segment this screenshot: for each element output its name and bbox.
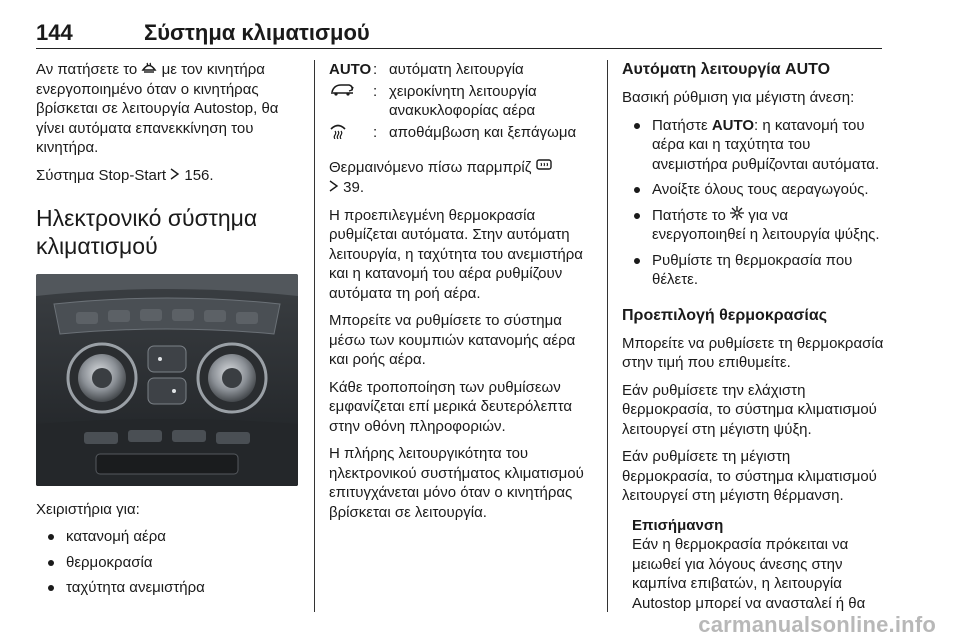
body-paragraph: Κάθε τροποποίηση των ρυθμίσεων εμφανίζεται επί μερικά δευτερόλεπτα στην οθόνη πληροφοριών.: [329, 378, 572, 435]
column-1: [36, 60, 298, 604]
body-paragraph: Μπορείτε να ρυθμίσετε τη θερμοκρασία στην τιμή που επιθυμείτε.: [622, 334, 884, 372]
auto-mode-heading: Αυτόματη λειτουργία AUTO: [622, 61, 831, 78]
list-item: κατανομή αέρα: [36, 527, 298, 547]
list-item: Ανοίξτε όλους τους αεραγωγούς.: [622, 180, 884, 200]
note-text: Εάν η θερμοκρασία πρόκειται να μειωθεί για λόγους άνεσης στην καμπίνα επιβατών, η λειτουργία Autostop μπορεί να ανασταλεί ή θα: [632, 536, 866, 612]
recirculation-icon: [329, 82, 355, 102]
basic-setting-text: Βασική ρύθμιση για μέγιστη άνεση:: [622, 89, 855, 106]
list-item: ταχύτητα ανεμιστήρα: [36, 578, 298, 598]
column-3: [622, 60, 884, 613]
intro-paragraph: Αν πατήσετε το με τον κινητήρα ενεργοποιημένο όταν ο κινητήρας βρίσκεται σε λειτουργία Autostop, θα γίνει αυτόματα επανεκκίνηση του κινητήρα.: [36, 61, 279, 157]
list-item: Πατήστε AUTO: η κατανομή του αέρα και η ταχύτητα του ανεμιστήρα ρυθμίζονται αυτόματα.: [622, 116, 884, 175]
note-title: Επισήμανση: [632, 516, 724, 534]
list-item: Ρυθμίστε τη θερμοκρασία που θέλετε.: [622, 251, 884, 290]
climate-control-panel-photo: [36, 274, 298, 486]
heated-rear-window-reference: Θερμαινόμενο πίσω παρμπρίζ 39.: [329, 158, 591, 198]
rear-window-heat-icon: [536, 158, 552, 178]
body-paragraph: Εάν ρυθμίσετε τη μέγιστη θερμοκρασία, το σύστημα κλιματισμού λειτουργεί στη μέγιστη θέρμανση.: [622, 448, 877, 505]
body-paragraph: Μπορείτε να ρυθμίσετε το σύστημα μέσω των κουμπιών κατανομής αέρα και ροής αέρα.: [329, 312, 576, 369]
definition-row: : χειροκίνητη λειτουργία ανακυκλοφορίας αέρα: [329, 82, 591, 121]
page-number: 144: [36, 20, 73, 45]
ac-snowflake-icon: [730, 206, 744, 226]
list-item: θερμοκρασία: [36, 553, 298, 573]
section-heading: Ηλεκτρονικό σύστημα κλιματισμού: [36, 204, 258, 259]
defrost-windscreen-icon: [141, 60, 157, 80]
list-item: Πατήστε το για να ενεργοποιηθεί η λειτουργία ψύξης.: [622, 206, 884, 245]
preset-heading: Προεπιλογή θερμοκρασίας: [622, 306, 828, 324]
page-reference-arrow-icon: [329, 178, 339, 198]
column-divider: [607, 60, 608, 612]
body-paragraph: Η πλήρης λειτουργικότητα του ηλεκτρονικού συστήματος κλιματισμού επιτυγχάνεται μόνο όταν ο κινητήρας βρίσκεται σε λειτουργία.: [329, 445, 584, 521]
watermark: carmanualsonline.info: [698, 612, 936, 637]
column-divider: [314, 60, 315, 612]
page-reference-arrow-icon: [170, 166, 180, 186]
running-title: Σύστημα κλιματισμού: [144, 20, 370, 45]
note-box: [622, 516, 884, 614]
defrost-icon: [329, 123, 347, 145]
column-2: [329, 60, 591, 530]
page-header: [36, 10, 882, 49]
definition-row: : αποθάμβωση και ξεπάγωμα: [329, 123, 591, 145]
controls-list: [36, 527, 298, 598]
body-paragraph: Εάν ρυθμίσετε την ελάχιστη θερμοκρασία, το σύστημα κλιματισμού λειτουργεί στη μέγιστη ψύξη.: [622, 381, 877, 438]
definition-row: AUTO : αυτόματη λειτουργία: [329, 61, 524, 78]
auto-steps-list: [622, 116, 884, 290]
controls-title: Χειριστήρια για:: [36, 500, 140, 518]
body-paragraph: Η προεπιλεγμένη θερμοκρασία ρυθμίζεται αυτόματα. Στην αυτόματη λειτουργία, η ταχύτητα του ανεμιστήρα και η κατανομή του αέρα ρυθμίζουν αυτόματα τη ροή αέρα.: [329, 206, 583, 302]
stop-start-reference: Σύστημα Stop-Start 156.: [36, 166, 214, 184]
